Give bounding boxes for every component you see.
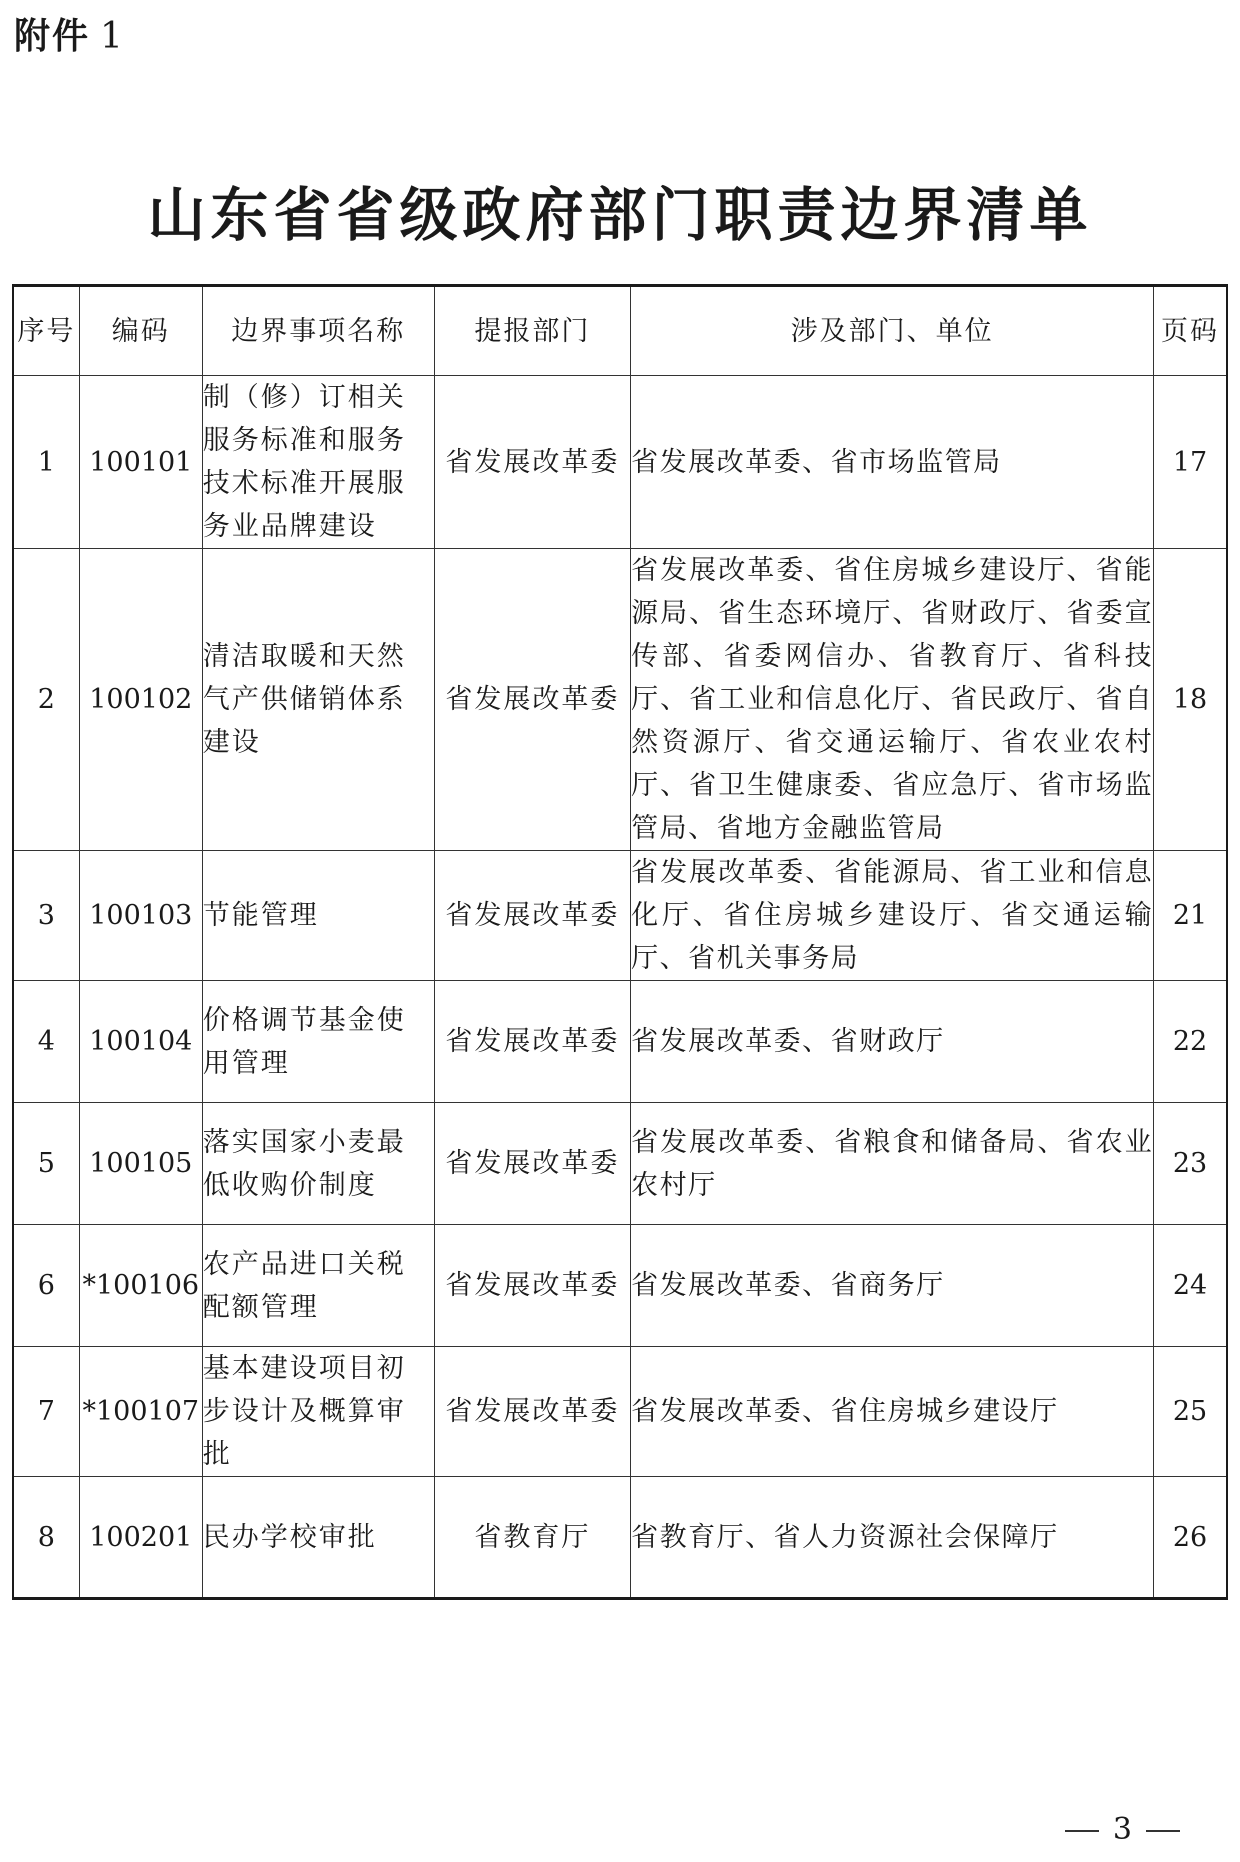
cell-page: 26 xyxy=(1154,1477,1227,1599)
cell-involved: 省发展改革委、省住房城乡建设厅、省能源局、省生态环境厅、省财政厅、省委宣传部、省委网信办、省教育厅、省科技厅、省工业和信息化厅、省民政厅、省自然资源厅、省交通运输厅、省农业农村厅、省卫生健康委、省应急厅、省市场监管局、省地方金融监管局 xyxy=(631,549,1154,851)
cell-page: 17 xyxy=(1154,376,1227,549)
boundary-table xyxy=(12,284,1228,1600)
cell-dept: 省发展改革委 xyxy=(434,981,630,1103)
page-number: 3 xyxy=(1112,1812,1132,1847)
cell-involved: 省教育厅、省人力资源社会保障厅 xyxy=(631,1477,1154,1599)
cell-seq: 2 xyxy=(13,549,79,851)
attachment-text: 附件 xyxy=(14,16,91,57)
header-page: 页码 xyxy=(1154,286,1227,376)
cell-name: 制（修）订相关服务标准和服务技术标准开展服务业品牌建设 xyxy=(202,376,434,549)
cell-page: 25 xyxy=(1154,1347,1227,1477)
cell-involved: 省发展改革委、省商务厅 xyxy=(631,1225,1154,1347)
footer-dash-left xyxy=(1065,1830,1099,1832)
table-row xyxy=(13,1347,1227,1477)
header-dept: 提报部门 xyxy=(434,286,630,376)
table-header-row xyxy=(13,286,1227,376)
cell-code: 100201 xyxy=(79,1477,202,1599)
cell-page: 21 xyxy=(1154,851,1227,981)
page-title: 山东省省级政府部门职责边界清单 xyxy=(147,181,1093,249)
cell-involved: 省发展改革委、省粮食和储备局、省农业农村厅 xyxy=(631,1103,1154,1225)
cell-code: 100102 xyxy=(79,549,202,851)
cell-name: 节能管理 xyxy=(202,851,434,981)
header-involved: 涉及部门、单位 xyxy=(631,286,1154,376)
footer-dash-right xyxy=(1146,1830,1180,1832)
table-row xyxy=(13,1477,1227,1599)
header-name: 边界事项名称 xyxy=(202,286,434,376)
cell-page: 23 xyxy=(1154,1103,1227,1225)
cell-dept: 省发展改革委 xyxy=(434,376,630,549)
cell-name: 基本建设项目初步设计及概算审批 xyxy=(202,1347,434,1477)
attachment-number: 1 xyxy=(100,16,125,57)
cell-code: 100104 xyxy=(79,981,202,1103)
cell-seq: 5 xyxy=(13,1103,79,1225)
cell-involved: 省发展改革委、省住房城乡建设厅 xyxy=(631,1347,1154,1477)
cell-involved: 省发展改革委、省财政厅 xyxy=(631,981,1154,1103)
cell-dept: 省发展改革委 xyxy=(434,1347,630,1477)
cell-name: 清洁取暖和天然气产供储销体系建设 xyxy=(202,549,434,851)
cell-code: *100107 xyxy=(79,1347,202,1477)
table-row xyxy=(13,981,1227,1103)
cell-dept: 省发展改革委 xyxy=(434,1103,630,1225)
cell-name: 民办学校审批 xyxy=(202,1477,434,1599)
cell-seq: 4 xyxy=(13,981,79,1103)
cell-dept: 省发展改革委 xyxy=(434,851,630,981)
cell-page: 22 xyxy=(1154,981,1227,1103)
cell-seq: 8 xyxy=(13,1477,79,1599)
table-row xyxy=(13,1225,1227,1347)
cell-dept: 省发展改革委 xyxy=(434,549,630,851)
cell-dept: 省发展改革委 xyxy=(434,1225,630,1347)
cell-code: 100103 xyxy=(79,851,202,981)
header-code: 编码 xyxy=(79,286,202,376)
cell-page: 24 xyxy=(1154,1225,1227,1347)
cell-seq: 7 xyxy=(13,1347,79,1477)
cell-involved: 省发展改革委、省市场监管局 xyxy=(631,376,1154,549)
cell-code: 100105 xyxy=(79,1103,202,1225)
cell-name: 价格调节基金使用管理 xyxy=(202,981,434,1103)
cell-seq: 6 xyxy=(13,1225,79,1347)
table-row xyxy=(13,549,1227,851)
table-row xyxy=(13,1103,1227,1225)
cell-page: 18 xyxy=(1154,549,1227,851)
cell-involved: 省发展改革委、省能源局、省工业和信息化厅、省住房城乡建设厅、省交通运输厅、省机关事务局 xyxy=(631,851,1154,981)
cell-code: *100106 xyxy=(79,1225,202,1347)
table-row xyxy=(13,851,1227,981)
cell-seq: 3 xyxy=(13,851,79,981)
page-footer xyxy=(1051,1812,1194,1847)
table-row xyxy=(13,376,1227,549)
cell-dept: 省教育厅 xyxy=(434,1477,630,1599)
attachment-label xyxy=(14,8,125,59)
cell-seq: 1 xyxy=(13,376,79,549)
cell-name: 农产品进口关税配额管理 xyxy=(202,1225,434,1347)
cell-code: 100101 xyxy=(79,376,202,549)
header-seq: 序号 xyxy=(13,286,79,376)
cell-name: 落实国家小麦最低收购价制度 xyxy=(202,1103,434,1225)
